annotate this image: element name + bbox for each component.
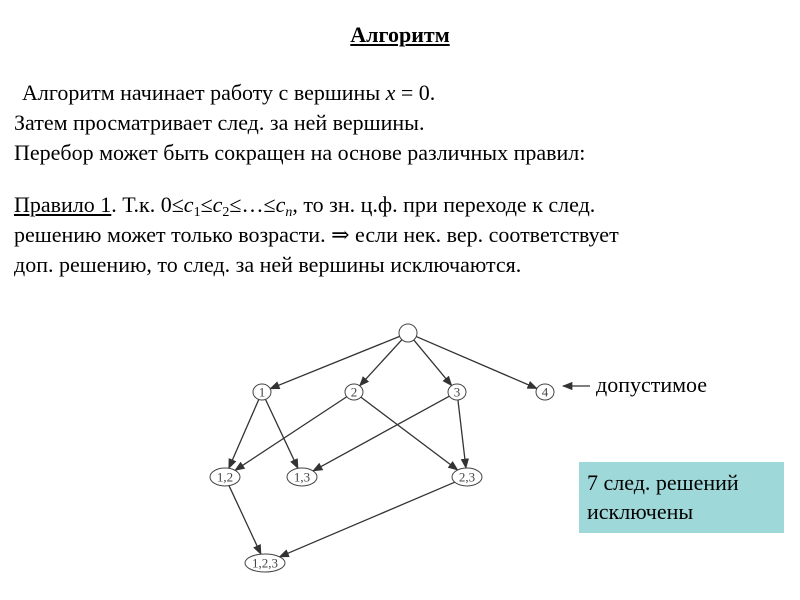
rule-line-2: решению может только возрасти. ⇒ если нек. вер. соответствует (14, 222, 619, 247)
edge-root-n3 (414, 340, 452, 386)
text-line-1: Алгоритм начинает работу с вершины x = 0. (22, 80, 436, 105)
node-label: 1 (258, 384, 266, 400)
callout-line-1: 7 след. решений (587, 470, 739, 495)
node-label: 1,2,3 (252, 555, 278, 571)
node-label: 2,3 (458, 469, 476, 485)
edge-n12-n123 (229, 486, 261, 555)
node-n123 (245, 554, 285, 572)
edge-root-n2 (360, 340, 402, 386)
admissible-label: допустимое (596, 372, 708, 397)
callout-line-2: исключены (587, 499, 694, 524)
node-label: 2 (350, 384, 358, 400)
node-label: 1,3 (293, 469, 311, 485)
text-line-3: Перебор может быть сокращен на основе различных правил: (14, 140, 586, 165)
diagram-edges (229, 336, 537, 556)
slide-title: Алгоритм (350, 22, 450, 47)
node-n13 (287, 468, 317, 486)
node-label: 3 (453, 384, 461, 400)
edge-root-n4 (416, 337, 537, 389)
node-n1 (253, 384, 271, 400)
node-root (399, 324, 417, 342)
excluded-callout (579, 462, 784, 533)
edge-n3-n23 (458, 400, 466, 468)
node-label: 4 (541, 384, 549, 400)
node-n12 (210, 468, 240, 486)
node-label: 1,2 (216, 469, 234, 485)
node-n23 (452, 468, 482, 486)
edge-n2-n23 (361, 397, 458, 470)
rule-line-1: Правило 1. Т.к. $0\le c_1\le c_2\le\dots\le c_n$, то зн. ц.ф. при переходе к след. (14, 192, 596, 220)
edge-n2-n12 (235, 397, 347, 471)
node-n4 (536, 384, 554, 400)
node-n2 (345, 384, 363, 400)
edge-n3-n13 (313, 396, 449, 471)
text-line-2: Затем просматривает след. за ней вершины. (14, 110, 425, 135)
edge-n1-n13 (265, 399, 297, 468)
node-n3 (448, 384, 466, 400)
rule-line-3: доп. решению, то след. за ней вершины исключаются. (14, 252, 522, 277)
rule-label: Правило 1 (14, 192, 112, 217)
edge-n23-n123 (280, 482, 455, 557)
